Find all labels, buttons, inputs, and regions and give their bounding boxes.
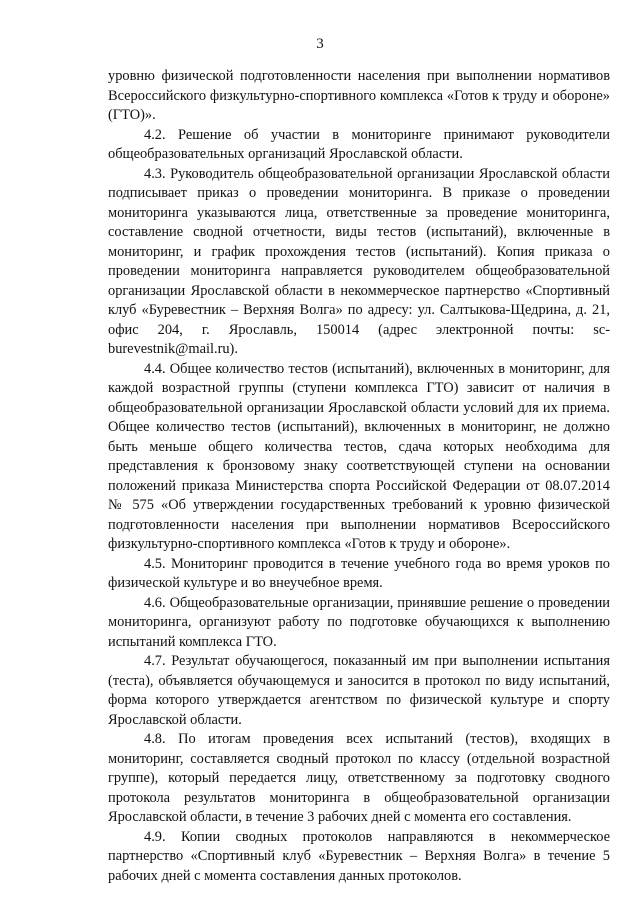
paragraph-continuation: уровню физической подготовленности населения при выполнении нормативов Всероссийского физкультурно-спортивного комплекса «Готов к труду и обороне» (ГТО)». [108,68,610,123]
paragraph-4-3: 4.3. Руководитель общеобразовательной организации Ярославской области подписывает приказ о проведении мониторинга. В приказе о проведении мониторинга указываются лица, ответственные за проведение мониторинга, составление сводной отчетности, виды тестов (испытаний), включенные в мониторинг, и график прохождения тестов (испытаний). Копия приказа о проведении мониторинга направляется руководителем общеобразовательной организации Ярославской области в некоммерческое партнерство «Спортивный клуб «Буревестник – Верхняя Волга» по адресу: ул. Салтыкова-Щедрина, д. 21, офис 204, г. Ярославль, 150014 (адрес электронной почты: sc-burevestnik@mail.ru). [108,165,610,357]
paragraph-4-8: 4.8. По итогам проведения всех испытаний (тестов), входящих в мониторинг, составляется сводный протокол по классу (отдельной возрастной группе), который передается лицу, ответственному за подготовку сводного протокола результатов мониторинга в общеобразовательной организации Ярославской области, в течение 3 рабочих дней с момента его составления. [108,731,610,825]
paragraph-4-7: 4.7. Результат обучающегося, показанный им при выполнении испытания (теста), объявляется обучающемуся и заносится в протокол по виду испытаний, форма которого утверждается агентством по физической культуре и спорту Ярославской области. [108,653,610,728]
paragraph-4-6: 4.6. Общеобразовательные организации, принявшие решение о проведении мониторинга, организуют работу по подготовке обучающихся к выполнению испытаний комплекса ГТО. [108,594,610,650]
paragraph-4-9: 4.9. Копии сводных протоколов направляются в некоммерческое партнерство «Спортивный клуб «Буревестник – Верхняя Волга» в течение 5 рабочих дней с момента составления данных протоколов. [108,828,610,884]
document-body [108,67,610,886]
page-number: 3 [316,36,324,52]
paragraph-4-5: 4.5. Мониторинг проводится в течение учебного года во время уроков по физической культуре и во внеучебное время. [108,555,610,591]
paragraph-4-4: 4.4. Общее количество тестов (испытаний), включенных в мониторинг, для каждой возрастной группы (ступени комплекса ГТО) зависит от наличия в общеобразовательной организации Ярославской области условий для их приема. Общее количество тестов (испытаний), включенных в мониторинг, не должно быть меньше общего количества тестов, сдача которых необходима для представления к бронзовому знаку соответствующей ступени на основании положений приказа Министерства спорта Российской Федерации от 08.07.2014 № 575 «Об утверждении государственных требований к уровню физической подготовленности населения при выполнении нормативов Всероссийского физкультурно-спортивного комплекса «Готов к труду и обороне». [108,360,610,552]
paragraph-4-2: 4.2. Решение об участии в мониторинге принимают руководители общеобразовательных организаций Ярославской области. [108,126,610,162]
